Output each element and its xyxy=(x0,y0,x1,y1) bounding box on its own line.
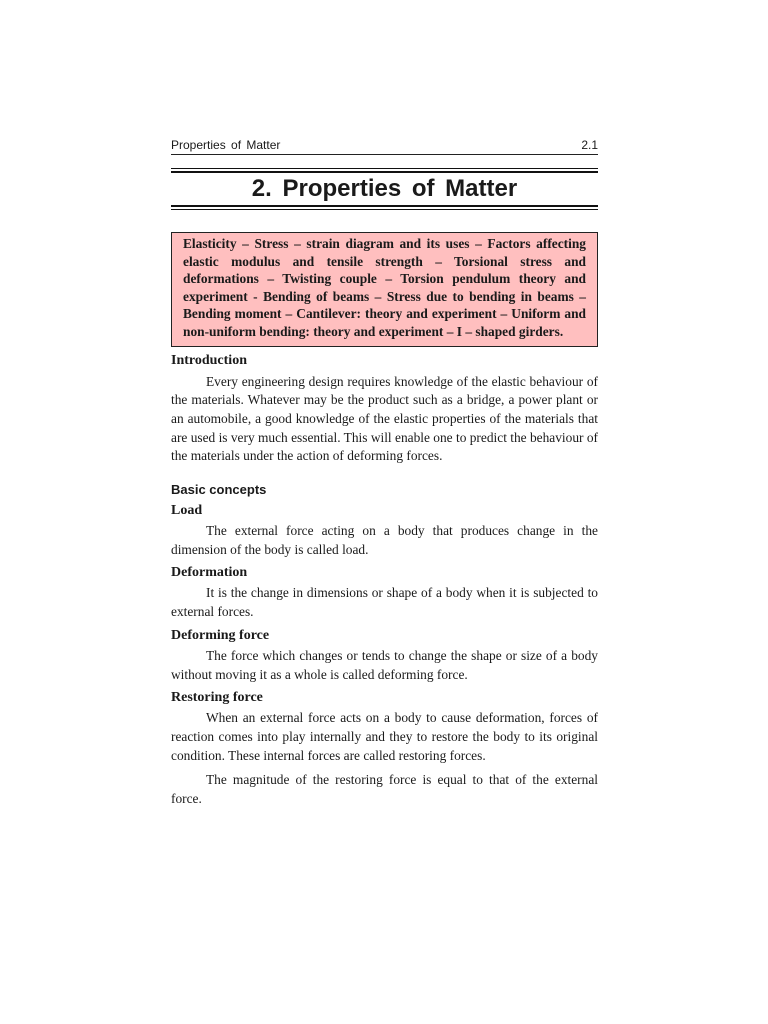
book-page xyxy=(171,138,598,809)
basic-concepts-heading: Basic concepts xyxy=(171,482,267,498)
load-heading: Load xyxy=(171,503,203,519)
running-header xyxy=(171,138,598,155)
restoring-force-paragraph: When an external force acts on a body to cause deformation, forces of reaction comes into play internally and they to restore the body to its original condition. These internal forces are called restoring forces. xyxy=(171,710,598,763)
deformation-heading: Deformation xyxy=(171,565,248,581)
restoring-force-heading: Restoring force xyxy=(171,690,263,706)
load-paragraph: The external force acting on a body that produces change in the dimension of the body is called load. xyxy=(171,523,598,557)
page-number: 2.1 xyxy=(581,138,598,152)
chapter-title: 2. Properties of Matter xyxy=(171,171,598,207)
restoring-force-magnitude-paragraph: The magnitude of the restoring force is equal to that of the external force. xyxy=(171,772,598,807)
chapter-title-block xyxy=(171,168,598,210)
introduction-paragraph: Every engineering design requires knowledge of the elastic behaviour of the materials. Whatever may be the product such as a bridge, a power plant or an automobile, a good knowledge of the elastic properties of the materials that are used is very much essential. This will enable one to predict the behaviour of the materials under the action of deforming forces. xyxy=(171,373,599,464)
running-title: Properties of Matter xyxy=(171,138,281,152)
introduction-heading: Introduction xyxy=(171,352,247,368)
deforming-force-heading: Deforming force xyxy=(171,627,270,643)
syllabus-box: Elasticity – Stress – strain diagram and its uses – Factors affecting elastic modulus and tensile strength – Torsional stress and deformations – Twisting couple – Torsion pendulum theory and experiment - Bending of beams – Stress due to bending in beams – Bending moment – Cantilever: theory and experiment – Uniform and non-uniform bending: theory and experiment – I – shaped girders. xyxy=(171,232,598,347)
deforming-force-paragraph: The force which changes or tends to change the shape or size of a body without moving it as a whole is called deforming force. xyxy=(171,647,598,682)
deformation-paragraph: It is the change in dimensions or shape of a body when it is subjected to external forces. xyxy=(171,585,598,620)
